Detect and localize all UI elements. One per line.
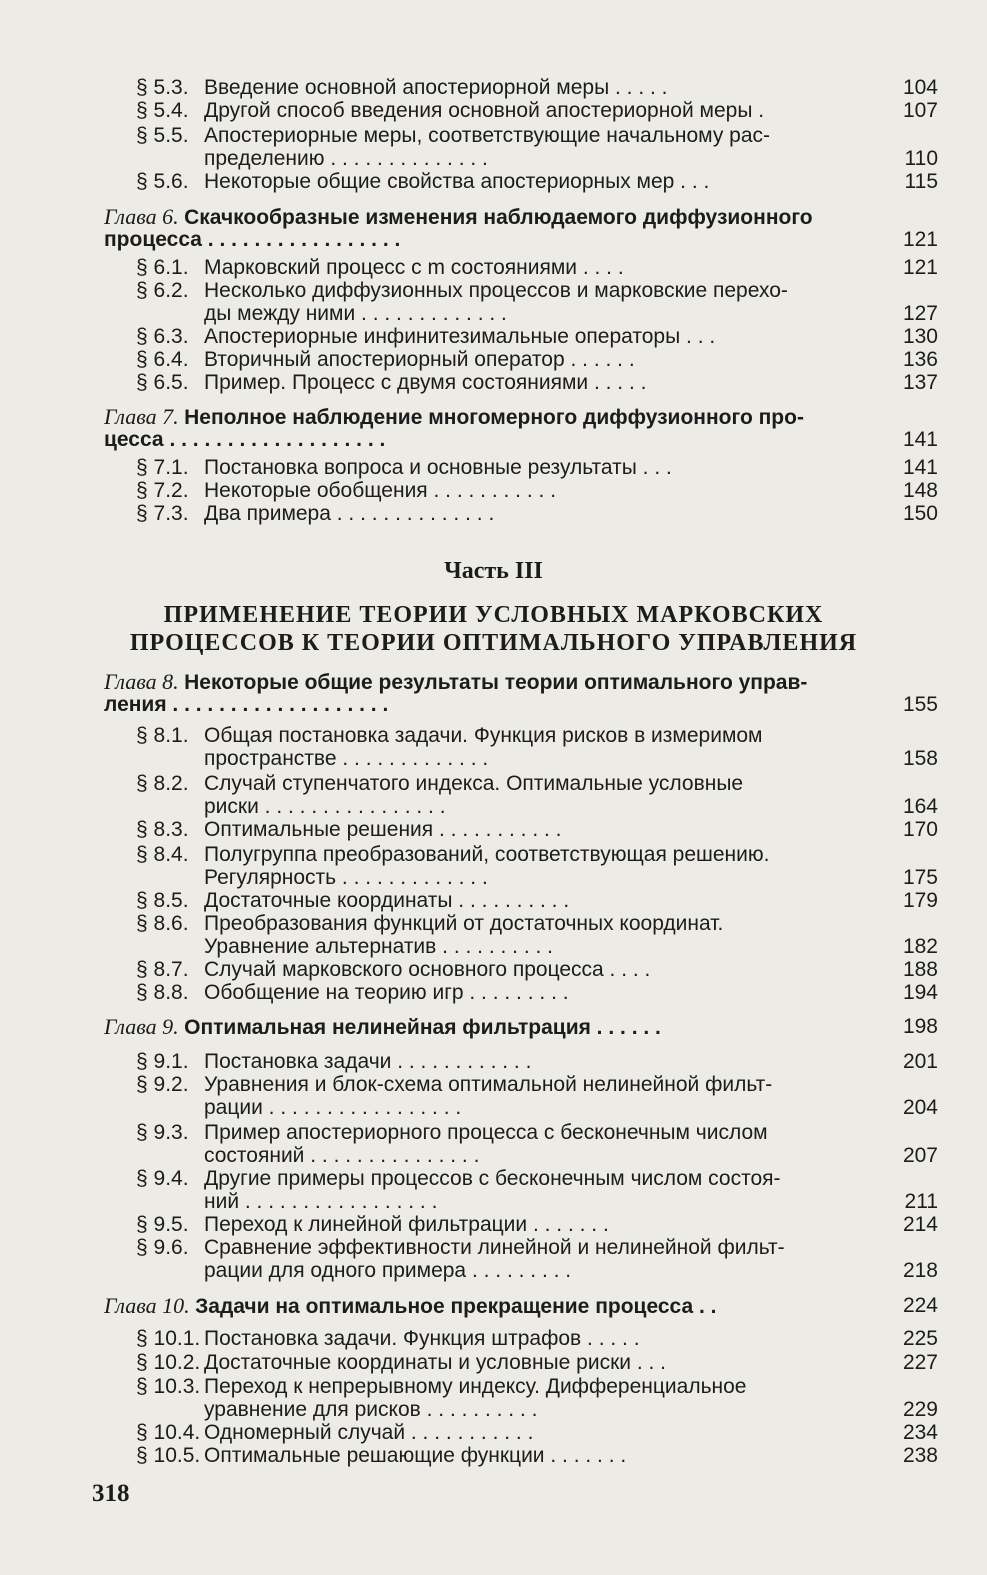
- toc-page-number: 110: [904, 147, 938, 170]
- section-number: § 9.6.: [136, 1236, 189, 1259]
- section-title: Пример. Процесс с двумя состояниями . . . . .: [204, 371, 647, 394]
- section-title: Достаточные координаты и условные риски . . .: [204, 1351, 666, 1374]
- section-title: Другой способ введения основной апостериорной меры .: [204, 99, 765, 122]
- section-title: Вторичный апостериорный оператор . . . . . .: [204, 348, 635, 371]
- toc-page-number: 127: [902, 302, 938, 325]
- section-title: Уравнение альтернатив . . . . . . . . . .: [204, 935, 554, 958]
- section-number: § 8.8.: [136, 981, 189, 1004]
- section-number: § 8.6.: [136, 912, 189, 935]
- section-title: ды между ними . . . . . . . . . . . . .: [204, 302, 507, 325]
- chapter-label: Глава 8.: [104, 669, 185, 694]
- section-title: пределению . . . . . . . . . . . . . .: [204, 147, 488, 170]
- part-title-line-1: ПРИМЕНЕНИЕ ТЕОРИИ УСЛОВНЫХ МАРКОВСКИХ: [163, 602, 824, 628]
- section-title: Оптимальные решения . . . . . . . . . . .: [204, 818, 562, 841]
- section-number: § 8.5.: [136, 889, 189, 912]
- toc-page-number: 121: [902, 256, 938, 279]
- toc-page-number: 121: [902, 228, 938, 251]
- section-number: § 9.5.: [136, 1213, 189, 1236]
- section-number: § 7.3.: [136, 502, 189, 525]
- section-title: уравнение для рисков . . . . . . . . . .: [204, 1398, 538, 1421]
- section-title: Переход к непрерывному индексу. Дифференциальное: [204, 1375, 747, 1398]
- section-title: Несколько диффузионных процессов и марковские перехо-: [204, 279, 788, 302]
- section-title: Одномерный случай . . . . . . . . . . .: [204, 1421, 534, 1444]
- section-title: пространстве . . . . . . . . . . . . .: [204, 747, 489, 770]
- toc-page-number: 207: [902, 1144, 938, 1167]
- toc-page-number: 225: [902, 1327, 938, 1350]
- section-number: § 8.2.: [136, 772, 189, 795]
- section-title: Оптимальные решающие функции . . . . . . .: [204, 1444, 627, 1467]
- section-number: § 10.1.: [136, 1327, 201, 1350]
- chapter-title: Задачи на оптимальное прекращение процесса . .: [195, 1295, 717, 1318]
- chapter-title: цесса . . . . . . . . . . . . . . . . . . .: [104, 428, 386, 451]
- section-title: рации . . . . . . . . . . . . . . . . .: [204, 1096, 462, 1119]
- toc-page-number: 218: [902, 1259, 938, 1282]
- section-number: § 9.3.: [136, 1121, 189, 1144]
- toc-page-number: 155: [902, 693, 938, 716]
- chapter-label: Глава 6.: [104, 204, 185, 229]
- section-title: Два примера . . . . . . . . . . . . . .: [204, 502, 495, 525]
- section-number: § 10.3.: [136, 1375, 201, 1398]
- toc-page-number: 238: [902, 1444, 938, 1467]
- section-title: Постановка задачи . . . . . . . . . . . .: [204, 1050, 532, 1073]
- section-number: § 5.6.: [136, 170, 189, 193]
- section-title: Некоторые общие свойства апостериорных мер . . .: [204, 170, 710, 193]
- section-title: Полугруппа преобразований, соответствующая решению.: [204, 843, 770, 866]
- section-title: Достаточные координаты . . . . . . . . . .: [204, 889, 570, 912]
- section-number: § 8.7.: [136, 958, 189, 981]
- chapter-title: Некоторые общие результаты теории оптимального управ-: [184, 671, 808, 694]
- toc-page-number: 234: [902, 1421, 938, 1444]
- section-number: § 5.3.: [136, 76, 189, 99]
- chapter-title: Оптимальная нелинейная фильтрация . . . . . .: [184, 1016, 661, 1039]
- toc-page-number: 198: [902, 1015, 938, 1038]
- toc-page-number: 229: [902, 1398, 938, 1421]
- section-number: § 10.5.: [136, 1444, 201, 1467]
- toc-page-number: 182: [902, 935, 938, 958]
- toc-page-number: 179: [902, 889, 938, 912]
- section-title: Некоторые обобщения . . . . . . . . . . .: [204, 479, 557, 502]
- section-number: § 9.2.: [136, 1073, 189, 1096]
- section-title: Апостериорные меры, соответствующие начальному рас-: [204, 124, 771, 147]
- section-title: Регулярность . . . . . . . . . . . . .: [204, 866, 488, 889]
- toc-page-number: 175: [902, 866, 938, 889]
- toc-page-number: 158: [902, 747, 938, 770]
- section-number: § 6.3.: [136, 325, 189, 348]
- section-title: Случай ступенчатого индекса. Оптимальные условные: [204, 772, 744, 795]
- section-number: § 5.4.: [136, 99, 189, 122]
- section-number: § 6.4.: [136, 348, 189, 371]
- section-number: § 9.1.: [136, 1050, 189, 1073]
- toc-page-number: 137: [902, 371, 938, 394]
- section-title: ний . . . . . . . . . . . . . . . . .: [204, 1190, 438, 1213]
- toc-page-number: 141: [902, 428, 938, 451]
- section-title: Введение основной апостериорной меры . . . . .: [204, 76, 668, 99]
- section-title: Переход к линейной фильтрации . . . . . . .: [204, 1213, 609, 1236]
- toc-page-number: 107: [902, 99, 938, 122]
- section-title: Апостериорные инфинитезимальные операторы . . .: [204, 325, 716, 348]
- section-title: Другие примеры процессов с бесконечным числом состоя-: [204, 1167, 781, 1190]
- toc-page-number: 194: [902, 981, 938, 1004]
- toc-page-number: 130: [902, 325, 938, 348]
- section-title: Уравнения и блок-схема оптимальной нелинейной фильт-: [204, 1073, 773, 1096]
- section-number: § 8.1.: [136, 724, 189, 747]
- section-title: Случай марковского основного процесса . . . .: [204, 958, 651, 981]
- chapter-title: процесса . . . . . . . . . . . . . . . . .: [104, 228, 401, 251]
- toc-page-number: 164: [902, 795, 938, 818]
- section-title: состояний . . . . . . . . . . . . . . .: [204, 1144, 480, 1167]
- section-title: риски . . . . . . . . . . . . . . . .: [204, 795, 446, 818]
- section-number: § 10.4.: [136, 1421, 201, 1444]
- toc-page-number: 211: [904, 1190, 938, 1213]
- chapter-label: Глава 7.: [104, 404, 185, 429]
- section-number: § 8.3.: [136, 818, 189, 841]
- chapter-label: Глава 9.: [104, 1014, 185, 1039]
- section-title: Преобразования функций от достаточных координат.: [204, 912, 724, 935]
- toc-page-number: 170: [902, 818, 938, 841]
- toc-page-number: 224: [902, 1294, 938, 1317]
- section-number: § 10.2.: [136, 1351, 201, 1374]
- toc-page-number: 141: [902, 456, 938, 479]
- toc-page-number: 188: [902, 958, 938, 981]
- toc-page-number: 227: [902, 1351, 938, 1374]
- toc-page-number: 148: [902, 479, 938, 502]
- page-number: 318: [92, 1480, 130, 1507]
- section-title: Сравнение эффективности линейной и нелинейной фильт-: [204, 1236, 785, 1259]
- chapter-title: Неполное наблюдение многомерного диффузионного про-: [184, 406, 804, 429]
- toc-page-number: 204: [902, 1096, 938, 1119]
- section-title: Постановка вопроса и основные результаты . . .: [204, 456, 672, 479]
- chapter-title: ления . . . . . . . . . . . . . . . . . . .: [104, 693, 389, 716]
- toc-page-number: 150: [902, 502, 938, 525]
- section-number: § 9.4.: [136, 1167, 189, 1190]
- chapter-title: Скачкообразные изменения наблюдаемого диффузионного: [184, 206, 813, 229]
- section-title: Пример апостериорного процесса с бесконечным числом: [204, 1121, 768, 1144]
- section-number: § 5.5.: [136, 124, 189, 147]
- section-number: § 8.4.: [136, 843, 189, 866]
- section-title: рации для одного примера . . . . . . . . .: [204, 1259, 572, 1282]
- section-number: § 7.2.: [136, 479, 189, 502]
- section-number: § 6.5.: [136, 371, 189, 394]
- part-title-line-2: ПРОЦЕССОВ К ТЕОРИИ ОПТИМАЛЬНОГО УПРАВЛЕНИЯ: [129, 630, 858, 656]
- toc-page-number: 136: [902, 348, 938, 371]
- section-number: § 6.1.: [136, 256, 189, 279]
- section-title: Марковский процесс с m состояниями . . . .: [204, 256, 624, 279]
- toc-page-number: 104: [902, 76, 938, 99]
- section-title: Общая постановка задачи. Функция рисков в измеримом: [204, 724, 763, 747]
- section-number: § 6.2.: [136, 279, 189, 302]
- toc-page-number: 214: [902, 1213, 938, 1236]
- chapter-label: Глава 10.: [104, 1293, 196, 1318]
- toc-page-number: 201: [902, 1050, 938, 1073]
- section-title: Постановка задачи. Функция штрафов . . . . .: [204, 1327, 640, 1350]
- toc-page-number: 115: [904, 170, 938, 193]
- section-number: § 7.1.: [136, 456, 189, 479]
- part-label: Часть III: [444, 558, 543, 584]
- section-title: Обобщение на теорию игр . . . . . . . . .: [204, 981, 569, 1004]
